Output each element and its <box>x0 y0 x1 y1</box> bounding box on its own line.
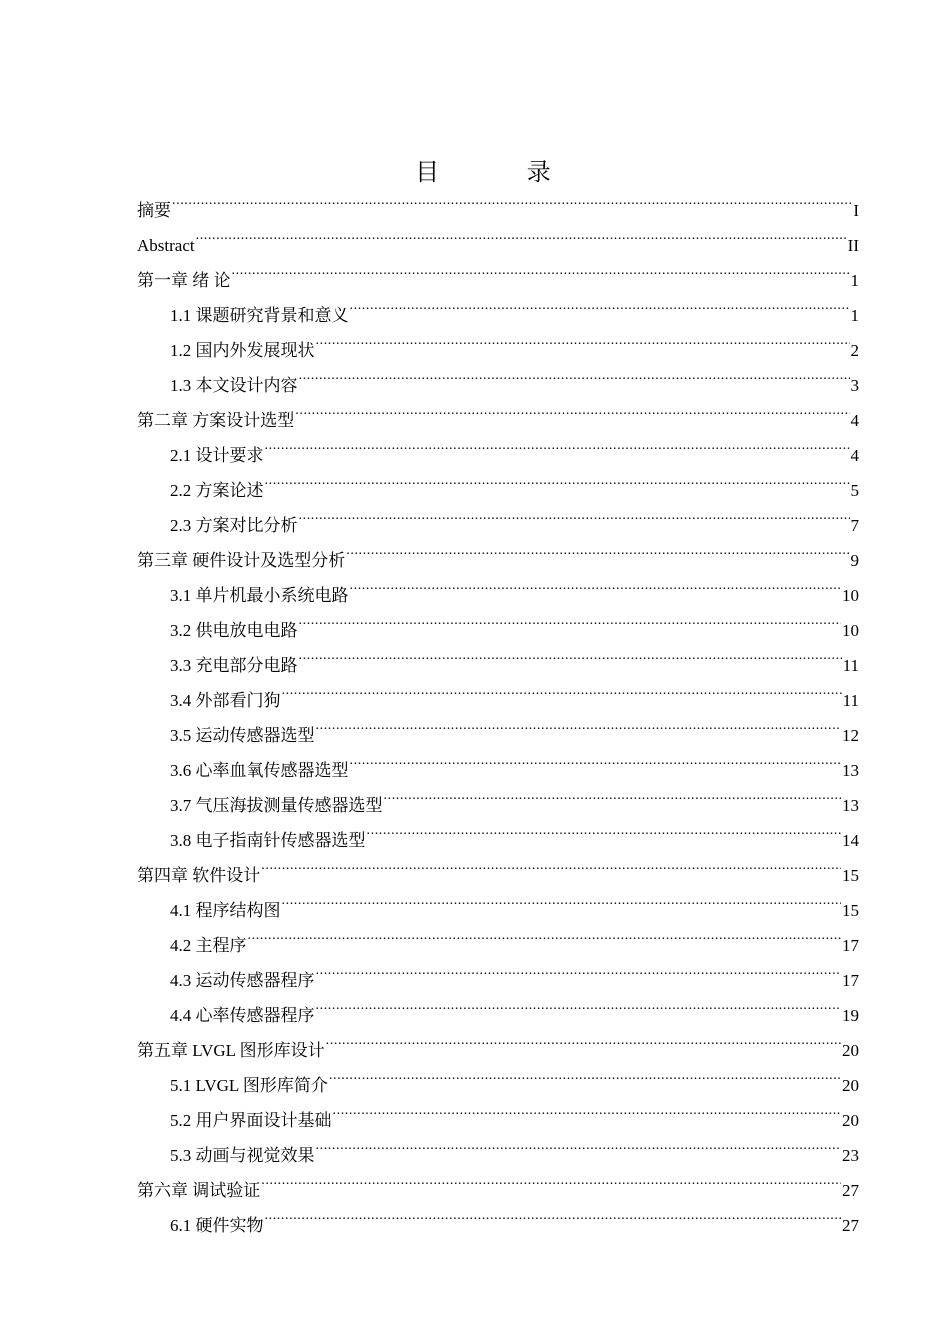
toc-entry-label: 第一章 绪 论 <box>137 271 231 290</box>
toc-entry-page-number: 20 <box>842 1111 859 1130</box>
dot-leader <box>282 671 842 706</box>
dot-leader <box>299 636 842 671</box>
toc-entry-label: 3.1 单片机最小系统电路 <box>170 586 349 605</box>
toc-entry-page-number: 19 <box>842 1006 859 1025</box>
toc-entry-page-number: 10 <box>842 621 859 640</box>
dot-leader <box>299 356 850 391</box>
dot-leader <box>261 1161 841 1196</box>
toc-entry-label: 第五章 LVGL 图形库设计 <box>137 1041 325 1060</box>
toc-entry-page-number: 11 <box>842 656 859 675</box>
toc-entry-label: 3.3 充电部分电路 <box>170 656 298 675</box>
toc-entry-page-number: 11 <box>842 691 859 710</box>
toc-entry-page-number: 20 <box>842 1041 859 1060</box>
dot-leader <box>316 1126 842 1161</box>
toc-entry-page-number: 17 <box>842 971 859 990</box>
toc-entry-label: 3.4 外部看门狗 <box>170 691 281 710</box>
dot-leader <box>367 811 842 846</box>
toc-entry-page-number: 12 <box>842 726 859 745</box>
toc-entry-page-number: 3 <box>850 376 859 395</box>
toc-entry-page-number: 4 <box>850 446 859 465</box>
toc-entry-label: 1.1 课题研究背景和意义 <box>170 306 349 325</box>
dot-leader <box>265 461 850 496</box>
toc-entry-label: 3.2 供电放电电路 <box>170 621 298 640</box>
toc-entry-label: 3.7 气压海拔测量传感器选型 <box>170 796 383 815</box>
toc-entry-page-number: 23 <box>842 1146 859 1165</box>
dot-leader <box>172 181 852 216</box>
toc-entry-label: 第四章 软件设计 <box>137 866 261 885</box>
toc-entry-page-number: 13 <box>842 796 859 815</box>
toc-entry-page-number: 27 <box>842 1181 859 1200</box>
toc-entry-page-number: 15 <box>842 866 859 885</box>
toc-entry-page-number: 13 <box>842 761 859 780</box>
dot-leader <box>384 776 842 811</box>
toc-entry-label: 2.1 设计要求 <box>170 446 264 465</box>
toc-entry-label: 5.1 LVGL 图形库简介 <box>170 1076 328 1095</box>
dot-leader <box>265 426 850 461</box>
toc-entry-page-number: 10 <box>842 586 859 605</box>
toc-entry-page-number: 2 <box>850 341 859 360</box>
dot-leader <box>196 216 847 251</box>
dot-leader <box>350 741 842 776</box>
dot-leader <box>316 986 842 1021</box>
toc-entry-label: 5.2 用户界面设计基础 <box>170 1111 332 1130</box>
toc-entry-page-number: 1 <box>850 306 859 325</box>
dot-leader <box>295 391 849 426</box>
toc-entry-page-number: 17 <box>842 936 859 955</box>
dot-leader <box>261 846 841 881</box>
dot-leader <box>329 1056 841 1091</box>
dot-leader <box>282 881 842 916</box>
toc-entry-label: 2.3 方案对比分析 <box>170 516 298 535</box>
toc-entry[interactable] <box>137 216 859 255</box>
dot-leader <box>316 706 842 741</box>
toc-entry-label: Abstract <box>137 236 195 255</box>
dot-leader <box>299 496 850 531</box>
toc-entry-label: 4.1 程序结构图 <box>170 901 281 920</box>
toc-entry-label: 5.3 动画与视觉效果 <box>170 1146 315 1165</box>
table-of-contents <box>137 181 859 1235</box>
dot-leader <box>299 601 842 636</box>
toc-entry-label: 3.8 电子指南针传感器选型 <box>170 831 366 850</box>
dot-leader <box>350 286 850 321</box>
toc-entry-page-number: II <box>847 236 859 255</box>
toc-entry-label: 4.4 心率传感器程序 <box>170 1006 315 1025</box>
toc-entry-page-number: 20 <box>842 1076 859 1095</box>
toc-entry-label: 4.3 运动传感器程序 <box>170 971 315 990</box>
toc-entry-label: 1.3 本文设计内容 <box>170 376 298 395</box>
toc-entry-label: 3.5 运动传感器选型 <box>170 726 315 745</box>
dot-leader <box>316 321 850 356</box>
toc-entry-page-number: 5 <box>850 481 859 500</box>
toc-entry-page-number: 9 <box>850 551 859 570</box>
toc-entry-label: 6.1 硬件实物 <box>170 1216 264 1235</box>
toc-entry-label: 1.2 国内外发展现状 <box>170 341 315 360</box>
toc-entry-label: 2.2 方案论述 <box>170 481 264 500</box>
dot-leader <box>350 566 842 601</box>
dot-leader <box>326 1021 841 1056</box>
toc-entry-label: 4.2 主程序 <box>170 936 247 955</box>
dot-leader <box>346 531 849 566</box>
dot-leader <box>248 916 842 951</box>
toc-entry[interactable] <box>137 181 859 220</box>
toc-entry-label: 第三章 硬件设计及选型分析 <box>137 551 346 570</box>
toc-entry-page-number: 7 <box>850 516 859 535</box>
toc-entry-label: 3.6 心率血氧传感器选型 <box>170 761 349 780</box>
dot-leader <box>316 951 842 986</box>
toc-entry[interactable] <box>137 286 859 325</box>
toc-entry-page-number: 4 <box>850 411 859 430</box>
toc-entry-page-number: 14 <box>842 831 859 850</box>
toc-entry-page-number: I <box>853 201 859 220</box>
dot-leader <box>232 251 850 286</box>
toc-entry-label: 摘要 <box>137 201 171 220</box>
toc-entry-label: 第六章 调试验证 <box>137 1181 261 1200</box>
toc-title: 目 录 <box>415 158 591 186</box>
toc-entry-page-number: 15 <box>842 901 859 920</box>
toc-entry-label: 第二章 方案设计选型 <box>137 411 295 430</box>
toc-entry-page-number: 27 <box>842 1216 859 1235</box>
toc-entry[interactable] <box>137 251 859 290</box>
dot-leader <box>265 1196 842 1231</box>
toc-entry-page-number: 1 <box>850 271 859 290</box>
dot-leader <box>333 1091 842 1126</box>
